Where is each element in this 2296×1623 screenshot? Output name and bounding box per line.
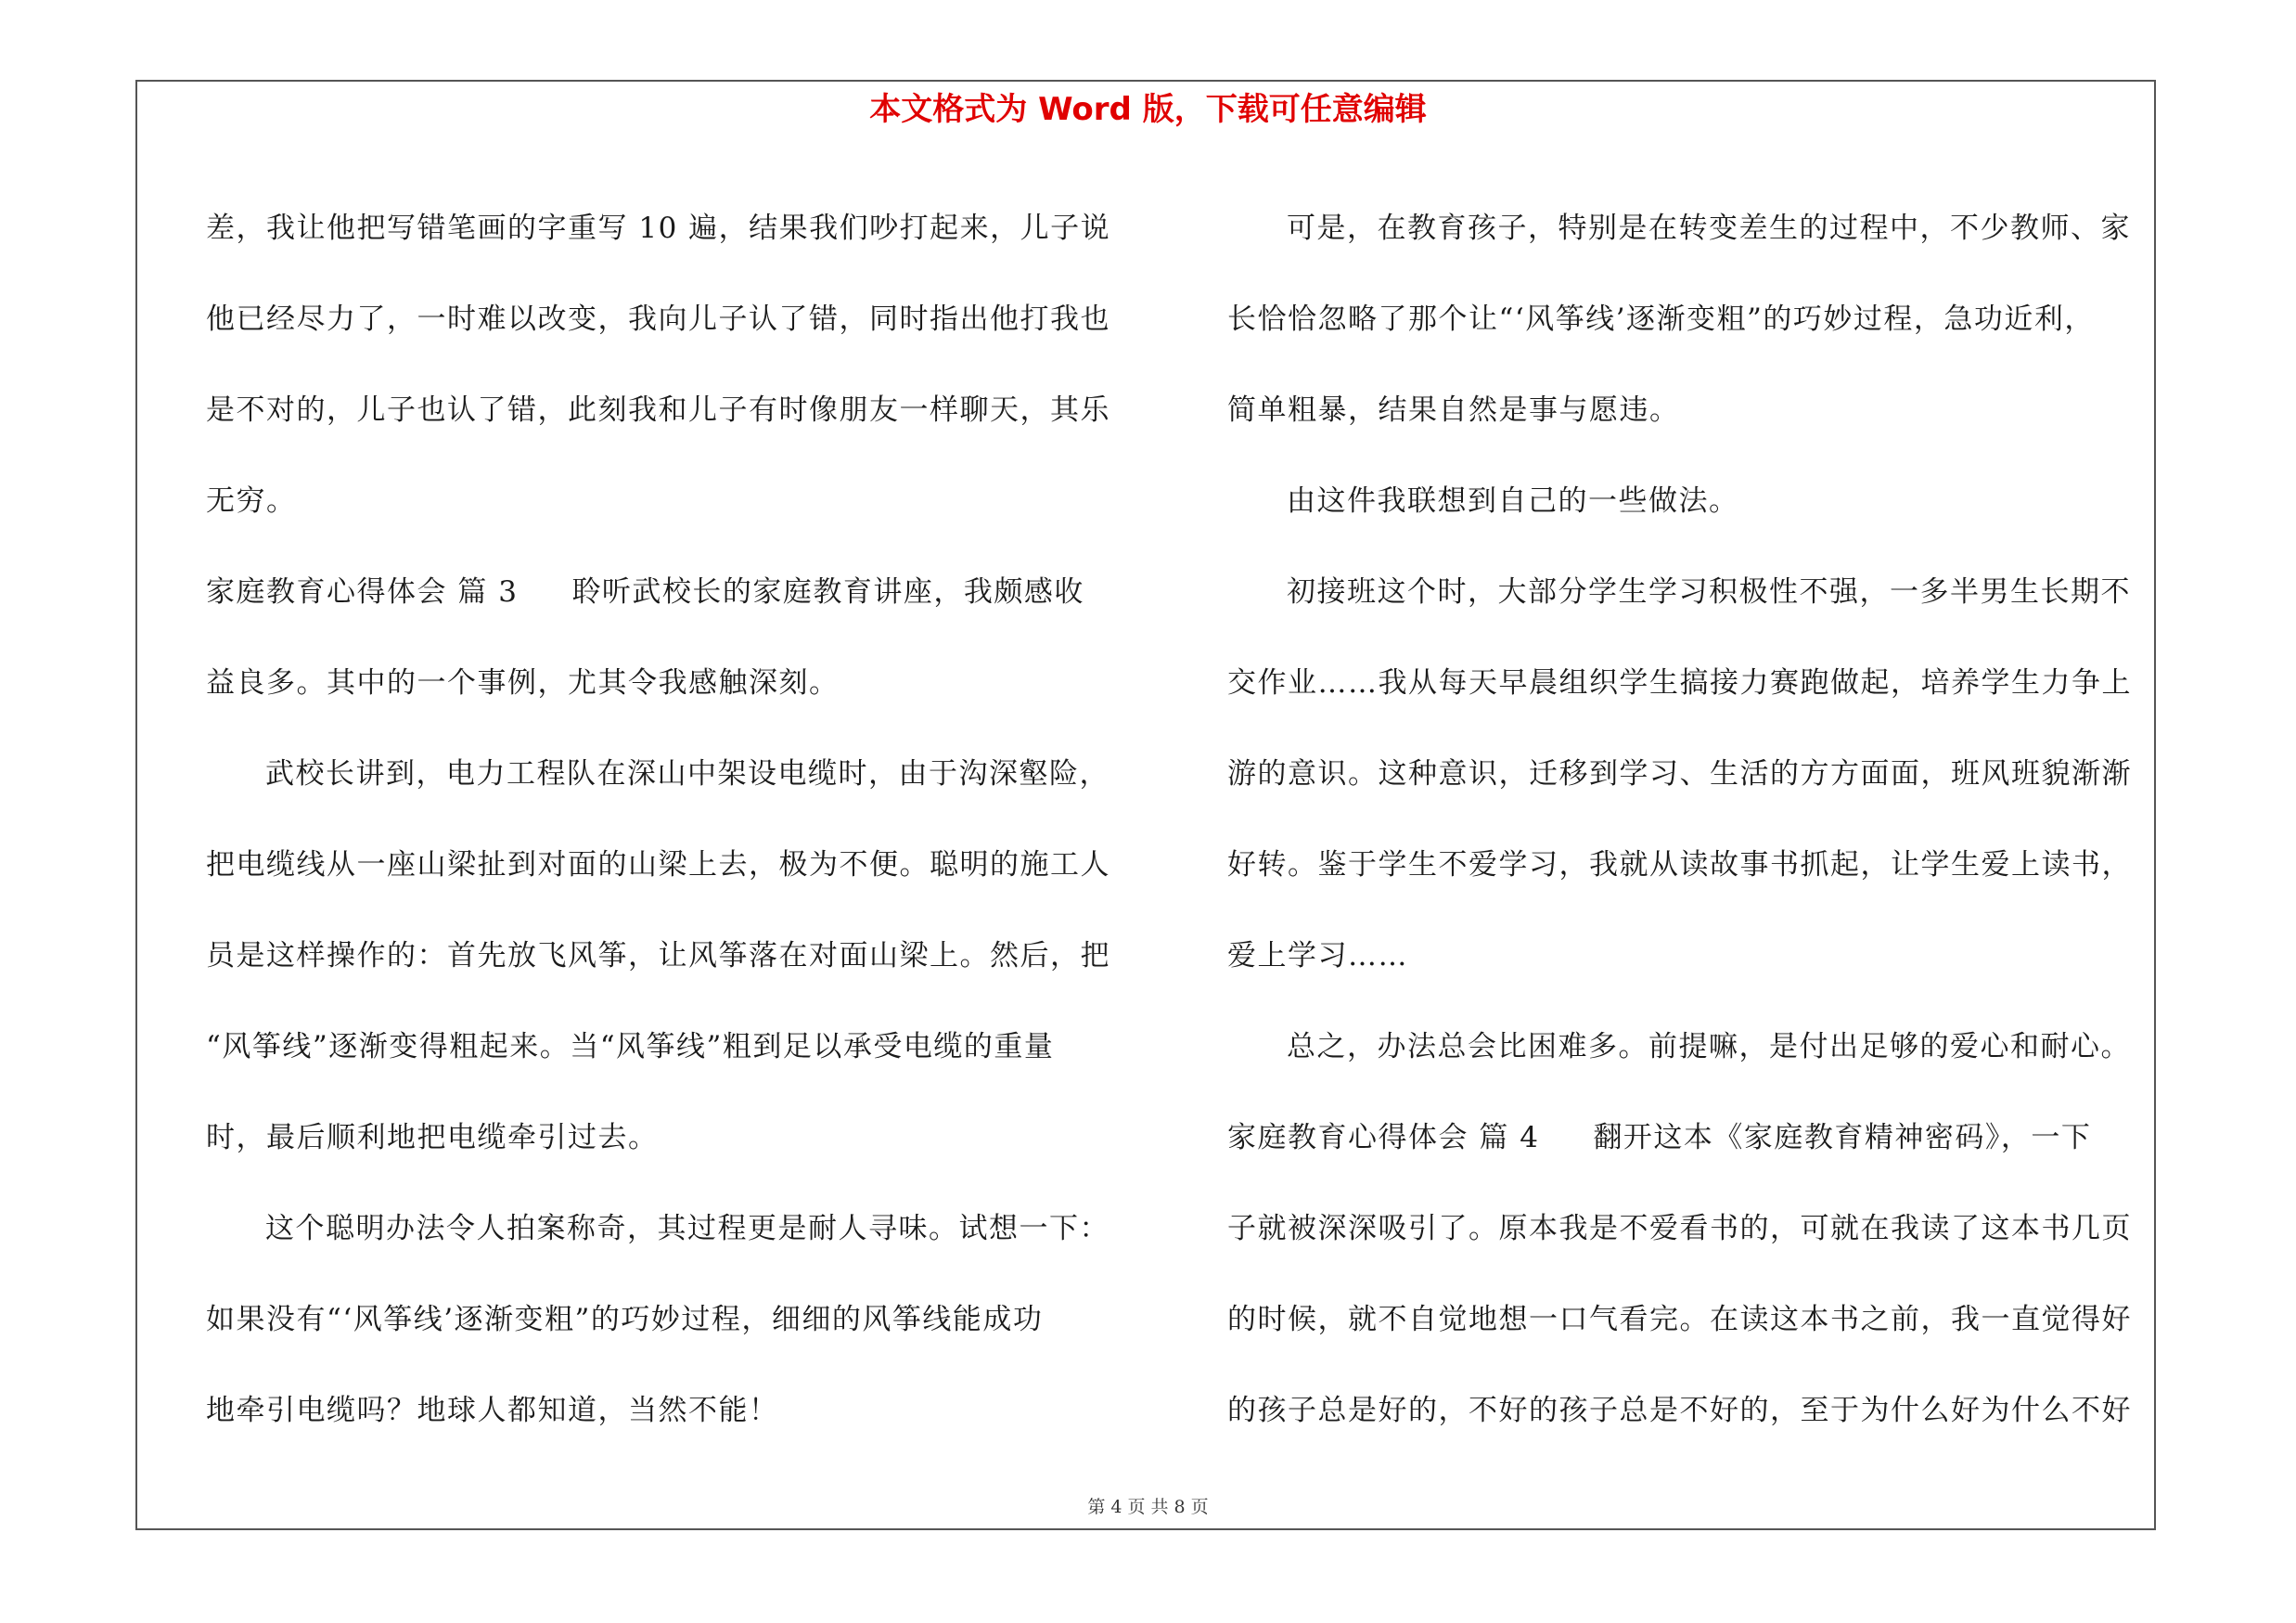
section-heading: 家庭教育心得体会 篇 3: [206, 575, 519, 609]
text-line: 差，我让他把写错笔画的字重写 10 遍，结果我们吵打起来，儿子说: [206, 212, 1111, 245]
text-line: 交作业……我从每天早晨组织学生搞接力赛跑做起，培养学生力争上: [1227, 666, 2132, 700]
text-line: 益良多。其中的一个事例，尤其令我感触深刻。: [206, 666, 840, 700]
text-line: 地牵引电缆吗？地球人都知道，当然不能！: [206, 1394, 779, 1427]
text-line: 爱上学习……: [1227, 939, 1408, 973]
text-line: 好转。鉴于学生不爱学习，我就从读故事书抓起，让学生爱上读书，: [1227, 848, 2132, 882]
right-column: [1227, 183, 2155, 1456]
section-heading-line: [206, 547, 1134, 638]
text-line: 简单粗暴，结果自然是事与愿违。: [1227, 393, 1680, 427]
text-line: 时，最后顺利地把电缆牵引过去。: [206, 1121, 659, 1154]
left-column: [206, 183, 1134, 1456]
text-line: 的孩子总是好的，不好的孩子总是不好的，至于为什么好为什么不好: [1227, 1394, 2132, 1427]
text-line: 他已经尽力了，一时难以改变，我向儿子认了错，同时指出他打我也: [206, 303, 1110, 336]
section-heading: 家庭教育心得体会 篇 4: [1227, 1121, 1540, 1154]
text-line: 无穷。: [206, 484, 297, 518]
text-line: 是不对的，儿子也认了错，此刻我和儿子有时像朋友一样聊天，其乐: [206, 393, 1110, 427]
text-line: 长恰恰忽略了那个让“‘风筝线’逐渐变粗”的巧妙过程，急功近利，: [1227, 303, 2095, 336]
paragraph-start: 武校长讲到，电力工程队在深山中架设电缆时，由于沟深壑险，: [265, 757, 1110, 791]
text-run: 翻开这本《家庭教育精神密码》，一下: [1593, 1121, 2092, 1154]
text-line: 员是这样操作的：首先放飞风筝，让风筝落在对面山梁上。然后，把: [206, 939, 1110, 973]
paragraph-start: 初接班这个时，大部分学生学习积极性不强，一多半男生长期不: [1287, 575, 2131, 609]
paragraph-start: 可是，在教育孩子，特别是在转变差生的过程中，不少教师、家: [1287, 212, 2131, 245]
paragraph-start: 由这件我联想到自己的一些做法。: [1287, 484, 1739, 518]
page-number-footer: 第 4 页 共 8 页: [1087, 1497, 1209, 1517]
text-line: “风筝线”逐渐变得粗起来。当“风筝线”粗到足以承受电缆的重量: [206, 1030, 1055, 1063]
text-line: 游的意识。这种意识，迁移到学习、生活的方方面面，班风班貌渐渐: [1227, 757, 2132, 791]
text-line: 的时候，就不自觉地想一口气看完。在读这本书之前，我一直觉得好: [1227, 1303, 2132, 1336]
text-line: 把电缆线从一座山梁扯到对面的山梁上去，极为不便。聪明的施工人: [206, 848, 1110, 882]
text-run: 聆听武校长的家庭教育讲座，我颇感收: [571, 575, 1084, 609]
paragraph-start: 总之，办法总会比困难多。前提嘛，是付出足够的爱心和耐心。: [1287, 1030, 2131, 1063]
format-banner: 本文格式为 Word 版，下载可任意编辑: [869, 91, 1427, 128]
section-heading-line: [1227, 1092, 2155, 1183]
text-line: 子就被深深吸引了。原本我是不爱看书的，可就在我读了这本书几页: [1227, 1212, 2132, 1245]
paragraph-start: 这个聪明办法令人拍案称奇，其过程更是耐人寻味。试想一下：: [265, 1212, 1110, 1245]
text-line: 如果没有“‘风筝线’逐渐变粗”的巧妙过程，细细的风筝线能成功: [206, 1303, 1044, 1336]
